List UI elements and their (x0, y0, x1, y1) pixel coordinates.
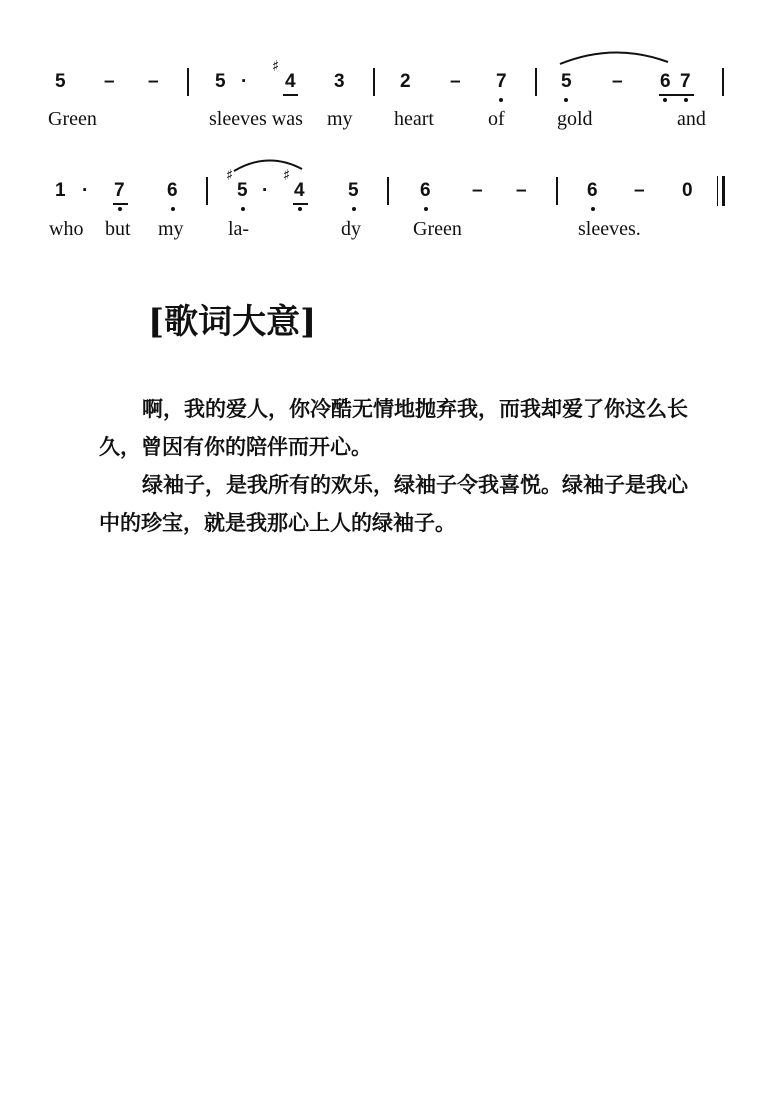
eighth-underline (659, 94, 694, 96)
low-octave-dot (591, 207, 595, 211)
low-octave-dot (684, 98, 688, 102)
sharp-sign: ♯ (283, 166, 291, 184)
lyric-word: Green (48, 108, 97, 130)
sharp-sign: ♯ (272, 57, 280, 75)
low-octave-dot (298, 207, 302, 211)
note: 4 (294, 180, 305, 201)
lyric-word: Green (413, 218, 462, 240)
note-dot: · (82, 180, 89, 201)
low-octave-dot (171, 207, 175, 211)
low-octave-dot (424, 207, 428, 211)
note: 5 (561, 71, 572, 92)
note-dash: – (104, 71, 115, 92)
final-bar-thick (722, 176, 725, 206)
bar-line (722, 68, 724, 96)
note: 5 (215, 71, 226, 92)
lyric-word: la- (228, 218, 250, 240)
note: 2 (400, 71, 411, 92)
final-bar-thin (717, 176, 718, 206)
note: 6 (660, 71, 671, 92)
note: 6 (587, 180, 598, 201)
low-octave-dot (663, 98, 667, 102)
lyric-word: sleeves. (578, 218, 641, 240)
lyrics-meaning-paragraph: 绿袖子，是我所有的欢乐，绿袖子令我喜悦。绿袖子是我心中的珍宝，就是我那心上人的绿袖子。 (99, 472, 688, 535)
sharp-sign: ♯ (226, 166, 234, 184)
note-dash: – (472, 180, 483, 201)
lyric-word: heart (394, 108, 434, 130)
slur-arc (228, 155, 308, 175)
note-dash: – (516, 180, 527, 201)
note: 7 (496, 71, 507, 92)
low-octave-dot (564, 98, 568, 102)
lyrics-meaning-paragraph: 啊，我的爱人，你冷酷无情地抛弃我，而我却爱了你这么长久，曾因有你的陪伴而开心。 (99, 396, 688, 459)
low-octave-dot (499, 98, 503, 102)
note: 1 (55, 180, 66, 201)
eighth-underline (293, 203, 308, 205)
note: 5 (237, 180, 248, 201)
note: 6 (420, 180, 431, 201)
bar-line (556, 177, 558, 205)
eighth-underline (113, 203, 128, 205)
bar-line (187, 68, 189, 96)
eighth-underline (283, 94, 298, 96)
lyric-word: but (105, 218, 131, 240)
note: 5 (55, 71, 66, 92)
lyric-word: my (327, 108, 353, 130)
lyric-word: my (158, 218, 184, 240)
lyric-word: of (488, 108, 505, 130)
note-dot: · (241, 71, 248, 92)
note-dash: – (148, 71, 159, 92)
note-rest: 0 (682, 180, 693, 201)
note-dot: · (262, 180, 269, 201)
note: 7 (114, 180, 125, 201)
note-dash: – (634, 180, 645, 201)
note: 5 (348, 180, 359, 201)
low-octave-dot (352, 207, 356, 211)
note: 6 (167, 180, 178, 201)
lyric-word: who (49, 218, 84, 240)
lyric-word: dy (341, 218, 361, 240)
bar-line (387, 177, 389, 205)
lyric-word: and (677, 108, 706, 130)
low-octave-dot (118, 207, 122, 211)
bar-line (373, 68, 375, 96)
note: 3 (334, 71, 345, 92)
note: 4 (285, 71, 296, 92)
slur-arc (556, 48, 672, 68)
note-dash: – (450, 71, 461, 92)
bar-line (535, 68, 537, 96)
lyric-word: gold (557, 108, 593, 130)
section-title: [歌词大意] (148, 302, 317, 342)
note-dash: – (612, 71, 623, 92)
lyric-word: sleeves was (209, 108, 303, 130)
note: 7 (680, 71, 691, 92)
low-octave-dot (241, 207, 245, 211)
bar-line (206, 177, 208, 205)
